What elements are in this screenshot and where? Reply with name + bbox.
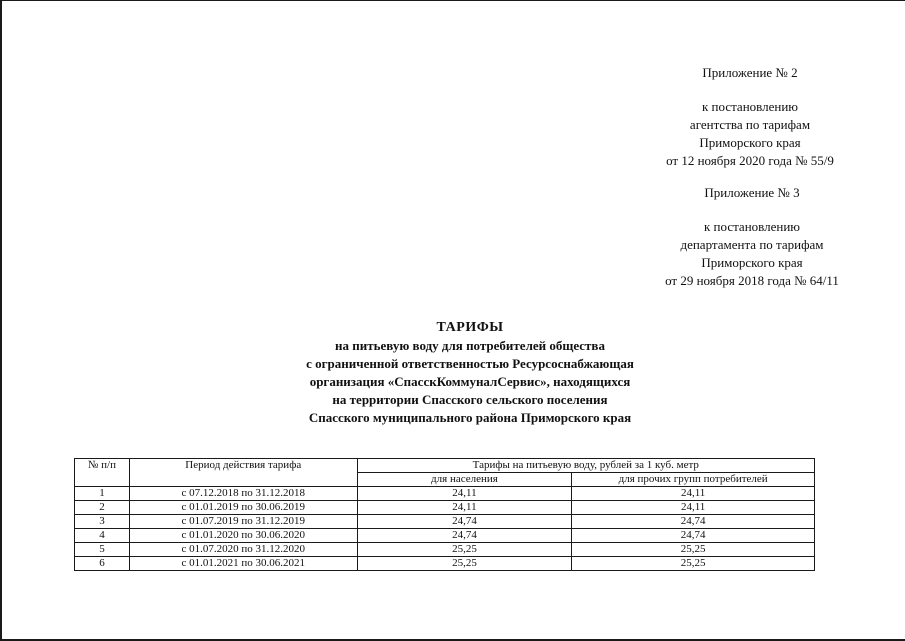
appendix-line: от 29 ноября 2018 года № 64/11: [665, 273, 839, 288]
row-period: с 01.07.2019 по 31.12.2019: [129, 515, 357, 529]
heading-line: Спасского муниципального района Приморского края: [308, 410, 632, 425]
row-num: 3: [75, 515, 130, 529]
appendix-block-original: [636, 184, 868, 290]
header-num: № п/п: [75, 459, 130, 487]
heading-line: с ограниченной ответственностью Ресурсоснабжающая: [306, 356, 634, 371]
table-row: [75, 501, 815, 515]
row-num: 1: [75, 487, 130, 501]
document-heading: [200, 319, 740, 427]
row-population-tariff: 25,25: [357, 557, 572, 571]
row-period: с 01.07.2020 по 31.12.2020: [129, 543, 357, 557]
row-num: 2: [75, 501, 130, 515]
appendix-title: Приложение № 3: [704, 185, 800, 200]
appendix-line: Приморского края: [699, 135, 801, 150]
row-other-tariff: 24,11: [572, 487, 815, 501]
heading-line: на территории Спасского сельского поселения: [332, 392, 608, 407]
heading-line: организация «СпасскКоммуналСервис», находящихся: [309, 374, 631, 389]
appendix-title: Приложение № 2: [702, 65, 798, 80]
row-population-tariff: 24,11: [357, 501, 572, 515]
row-num: 6: [75, 557, 130, 571]
row-num: 5: [75, 543, 130, 557]
row-population-tariff: 24,74: [357, 515, 572, 529]
appendix-line: Приморского края: [701, 255, 803, 270]
row-period: с 01.01.2019 по 30.06.2019: [129, 501, 357, 515]
appendix-line: агентства по тарифам: [689, 117, 811, 132]
row-other-tariff: 25,25: [572, 543, 815, 557]
row-period: с 07.12.2018 по 31.12.2018: [129, 487, 357, 501]
row-other-tariff: 24,74: [572, 515, 815, 529]
row-population-tariff: 24,74: [357, 529, 572, 543]
appendix-line: от 12 ноября 2020 года № 55/9: [666, 153, 834, 168]
header-tariffs: Тарифы на питьевую воду, рублей за 1 куб. метр: [357, 459, 814, 473]
table-row: [75, 487, 815, 501]
row-period: с 01.01.2020 по 30.06.2020: [129, 529, 357, 543]
header-other: для прочих групп потребителей: [572, 473, 815, 487]
row-other-tariff: 24,74: [572, 529, 815, 543]
appendix-block-current: [640, 64, 860, 170]
table-row: [75, 543, 815, 557]
header-period: Период действия тарифа: [129, 459, 357, 487]
row-period: с 01.01.2021 по 30.06.2021: [129, 557, 357, 571]
row-num: 4: [75, 529, 130, 543]
document-title: ТАРИФЫ: [436, 320, 504, 335]
tariff-table: [74, 458, 815, 571]
table-row: [75, 529, 815, 543]
row-population-tariff: 25,25: [357, 543, 572, 557]
row-other-tariff: 24,11: [572, 501, 815, 515]
table-row: [75, 515, 815, 529]
appendix-line: к постановлению: [703, 219, 801, 234]
appendix-line: департамента по тарифам: [680, 237, 824, 252]
header-population: для населения: [357, 473, 572, 487]
row-population-tariff: 24,11: [357, 487, 572, 501]
heading-line: на питьевую воду для потребителей общества: [335, 338, 605, 353]
table-row: [75, 557, 815, 571]
appendix-line: к постановлению: [701, 99, 799, 114]
row-other-tariff: 25,25: [572, 557, 815, 571]
